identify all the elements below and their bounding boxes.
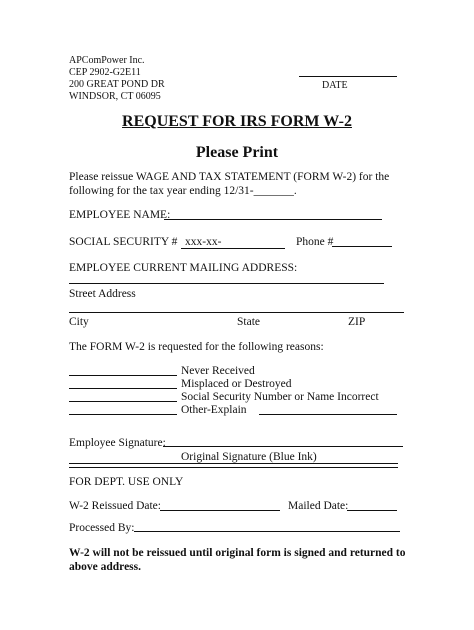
ssn-label: SOCIAL SECURITY #	[69, 236, 178, 248]
form-subtitle: Please Print	[195, 144, 279, 161]
reason-other: Other-Explain	[181, 404, 247, 416]
company-street: 200 GREAT POND DR	[69, 79, 165, 90]
reissued-date-label: W-2 Reissued Date:	[69, 500, 161, 512]
intro-line-1: Please reissue WAGE AND TAX STATEMENT (FORM W-2) for the	[69, 171, 390, 183]
employee-name-field[interactable]	[164, 219, 382, 220]
company-city: WINDSOR, CT 06095	[69, 91, 161, 102]
other-explain-field[interactable]	[259, 414, 397, 415]
mailed-date-field[interactable]	[347, 510, 397, 511]
city-state-zip-field[interactable]	[69, 312, 404, 313]
reason-misplaced: Misplaced or Destroyed	[181, 378, 292, 390]
reissued-date-field[interactable]	[160, 510, 280, 511]
footer-note-line-1: W-2 will not be reissued until original form is signed and returned to	[69, 547, 406, 559]
intro-line-2: following for the tax year ending 12/31-_______.	[69, 185, 297, 197]
phone-field[interactable]	[332, 246, 392, 247]
mailed-date-label: Mailed Date:	[288, 500, 349, 512]
reason-ssn-incorrect: Social Security Number or Name Incorrect	[181, 391, 379, 403]
date-line[interactable]	[299, 76, 397, 77]
signature-divider-1	[69, 463, 398, 464]
reason-checkline-ssn-incorrect[interactable]	[69, 401, 177, 402]
reasons-intro: The FORM W-2 is requested for the following reasons:	[69, 341, 324, 353]
signature-label: Employee Signature:	[69, 437, 166, 449]
street-address-label: Street Address	[69, 288, 136, 300]
mailing-address-label: EMPLOYEE CURRENT MAILING ADDRESS:	[69, 262, 298, 274]
reason-checkline-misplaced[interactable]	[69, 388, 177, 389]
ssn-value: xxx-xx-	[185, 236, 222, 248]
signature-field[interactable]	[163, 446, 403, 447]
processed-by-label: Processed By:	[69, 522, 135, 534]
dept-heading: FOR DEPT. USE ONLY	[69, 476, 184, 488]
signature-note: Original Signature (Blue Ink)	[181, 451, 317, 463]
reason-checkline-other[interactable]	[69, 414, 177, 415]
company-code: CEP 2902-G2E11	[69, 67, 141, 78]
zip-label: ZIP	[348, 316, 366, 328]
date-label: DATE	[322, 80, 348, 91]
form-title: REQUEST FOR IRS FORM W-2	[122, 113, 352, 130]
footer-note-line-2: above address.	[69, 561, 141, 573]
reason-never-received: Never Received	[181, 365, 255, 377]
employee-name-label: EMPLOYEE NAME:	[69, 209, 171, 221]
reason-checkline-never-received[interactable]	[69, 375, 177, 376]
state-label: State	[237, 316, 260, 328]
ssn-field[interactable]	[181, 248, 285, 249]
company-name: APComPower Inc.	[69, 55, 145, 66]
signature-divider-2	[69, 467, 398, 468]
city-label: City	[69, 316, 89, 328]
processed-by-field[interactable]	[134, 531, 400, 532]
mailing-address-field[interactable]	[69, 283, 384, 284]
phone-label: Phone #	[296, 236, 334, 248]
